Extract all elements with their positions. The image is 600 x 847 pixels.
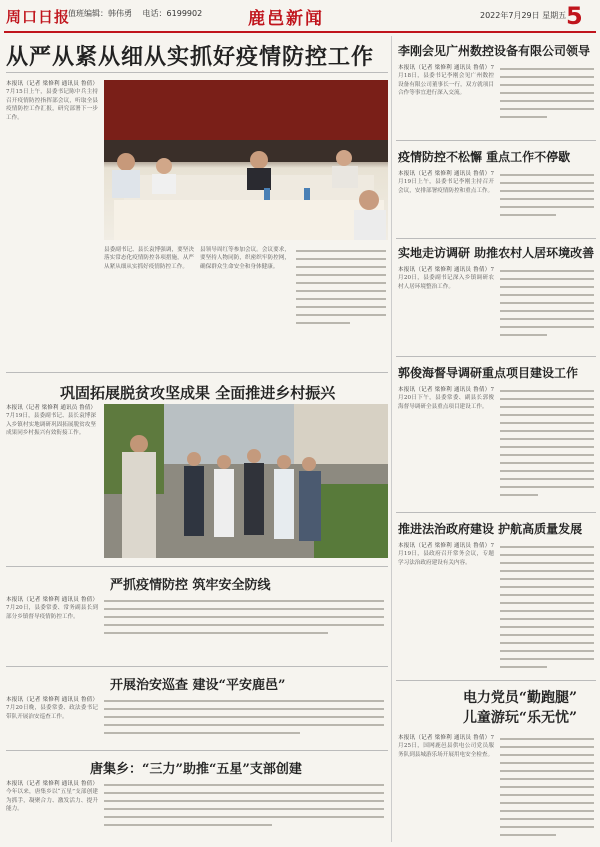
tangji-column-1: [6, 780, 98, 842]
power-body: 7月25日，国网鹿邑县供电公司党员服务队到县城游乐场开展用电安全检查。: [398, 735, 494, 758]
no-relax-headline: 疫情防控不松懈 重点工作不停歇: [398, 150, 571, 164]
epidemic-line-byline: 本报讯（记者 梁修利 通讯员 鲁倩）: [6, 597, 98, 603]
power-headline: [444, 688, 596, 728]
field-visit-column-2: [500, 270, 594, 342]
newspaper-logo: 周口日报: [6, 8, 71, 26]
phone-label: 电话：6199902: [142, 9, 203, 18]
lead-body-a: 7月15日上午，县委书记陈中兵主持召开疫情防控指挥部会议，听取全县疫情防控工作汇报，研究部署下一步工作。: [6, 89, 98, 121]
consolidate-column-1: [6, 404, 96, 564]
editor-label: 值班编辑：韩伟勇: [68, 9, 132, 18]
rule-of-law-byline: 本报讯（记者 梁修利 通讯员 鲁倩）: [398, 543, 491, 549]
rule-of-law-body: 7月19日，县政府召开常务会议，专题学习法治政府建设有关内容。: [398, 543, 494, 566]
guangzhou-column-1: [398, 64, 494, 134]
column-divider: [391, 36, 392, 842]
divider-3: [6, 666, 388, 667]
guangzhou-headline: 李刚会见广州数控设备有限公司领导: [398, 44, 591, 58]
guangzhou-column-2: [500, 68, 594, 124]
masthead-rule: [4, 31, 596, 33]
divider-r5: [396, 680, 596, 681]
patrol-columns: [104, 700, 384, 740]
power-column-2: [500, 738, 594, 842]
consolidate-body: 7月19日，县委副书记、县长袁博深入乡镇村实地调研巩固拓展脱贫攻坚成果同乡村振兴有效衔接工作。: [6, 413, 96, 437]
power-byline: 本报讯（记者 梁修利 通讯员 鲁倩）: [398, 735, 491, 741]
lead-headline: 从严从紧从细从实抓好疫情防控工作: [6, 44, 375, 70]
lead-body-b: 县委副书记、县长袁博强调，要坚决落实常态化疫情防控各项措施，从严从紧从细从实抓好疫情防控工作。: [104, 247, 194, 270]
field-photo: [104, 404, 388, 558]
divider-r3: [396, 356, 596, 357]
field-visit-column-1: [398, 266, 494, 354]
divider-r2: [396, 238, 596, 239]
meeting-photo-art: [104, 80, 388, 240]
lead-body-c: 县领导周红等参加会议。会议要求，要坚持人物同防，织密织牢防控网，确保群众生命安全和身体健康。: [200, 247, 290, 270]
guo-junhai-body: 7月20日下午，县委常委、副县长郭俊海督导调研全县重点项目建设工作。: [398, 387, 494, 410]
guangzhou-byline: 本报讯（记者 梁修利 通讯员 鲁倩）: [398, 65, 491, 71]
no-relax-column-2: [500, 174, 594, 222]
issue-date: 2022年7月29日 星期五: [480, 11, 567, 20]
no-relax-body: 7月19日上午，县委书记李刚主持召开会议，安排部署疫情防控和重点工作。: [398, 171, 494, 194]
no-relax-column-1: [398, 170, 494, 234]
rule-of-law-headline: 推进法治政府建设 护航高质量发展: [398, 522, 583, 536]
section-title: 鹿邑新闻: [248, 9, 324, 29]
divider-2: [6, 566, 388, 567]
field-visit-body: 7月20日，县委副书记深入乡镇调研农村人居环境整治工作。: [398, 267, 494, 290]
consolidate-byline: 本报讯（记者 梁修利 通讯员 鲁倩）: [6, 405, 96, 411]
patrol-column-1: [6, 696, 98, 746]
epidemic-line-columns: [104, 600, 384, 640]
rule-of-law-column-2: [500, 546, 594, 674]
lead-column-2: [104, 246, 194, 368]
power-column-1: [398, 734, 494, 842]
rule-of-law-column-1: [398, 542, 494, 672]
masthead-meta: [68, 8, 210, 19]
patrol-headline: 开展治安巡查 建设“平安鹿邑”: [110, 678, 286, 693]
divider-4: [6, 750, 388, 751]
tangji-headline: 唐集乡：“三力”助推“五星”支部创建: [90, 762, 302, 777]
divider-r1: [396, 140, 596, 141]
masthead: [0, 0, 600, 30]
field-visit-byline: 本报讯（记者 梁修利 通讯员 鲁倩）: [398, 267, 491, 273]
epidemic-line-body: 7月20日，县委常委、常务副县长到部分乡镇督导疫情防控工作。: [6, 605, 98, 620]
guo-junhai-byline: 本报讯（记者 梁修利 通讯员 鲁倩）: [398, 387, 491, 393]
field-photo-art: [104, 404, 388, 558]
patrol-body: 7月20日晚，县委常委、政法委书记带队开展治安巡查工作。: [6, 705, 98, 720]
power-headline-line-2: 儿童游玩“乐无忧”: [462, 710, 578, 726]
guo-junhai-column-2: [500, 390, 594, 502]
no-relax-byline: 本报讯（记者 梁修利 通讯员 鲁倩）: [398, 171, 491, 177]
guo-junhai-headline: 郭俊海督导调研重点项目建设工作: [398, 366, 579, 380]
consolidate-headline: 巩固拓展脱贫攻坚成果 全面推进乡村振兴: [60, 384, 336, 402]
guo-junhai-column-1: [398, 386, 494, 506]
meeting-photo: [104, 80, 388, 240]
epidemic-line-headline: 严抓疫情防控 筑牢安全防线: [110, 578, 271, 593]
epidemic-line-column-1: [6, 596, 98, 662]
lead-byline: 本报讯（记者 梁修利 通讯员 鲁倩）: [6, 81, 98, 87]
divider-1: [6, 372, 388, 373]
guangzhou-body: 7月18日，县委书记李刚会见广州数控设备有限公司董事长一行，双方就项目合作等事宜进行深入交流。: [398, 65, 494, 97]
lead-column-1: [6, 80, 98, 368]
lead-rule: [6, 72, 388, 73]
tangji-body: 今年以来，唐集乡以“五星”支部创建为抓手，凝聚合力、激发活力、提升能力。: [6, 789, 98, 813]
tangji-byline: 本报讯（记者 梁修利 通讯员 鲁倩）: [6, 781, 98, 787]
power-headline-line-1: 电力党员“勤跑腿”: [462, 690, 578, 706]
divider-r4: [396, 512, 596, 513]
tangji-columns: [104, 784, 384, 832]
page-number: 5: [566, 2, 583, 30]
patrol-byline: 本报讯（记者 梁修利 通讯员 鲁倩）: [6, 697, 98, 703]
lead-column-4: [296, 250, 386, 330]
lead-column-3: [200, 246, 290, 368]
field-visit-headline: 实地走访调研 助推农村人居环境改善: [398, 246, 595, 260]
